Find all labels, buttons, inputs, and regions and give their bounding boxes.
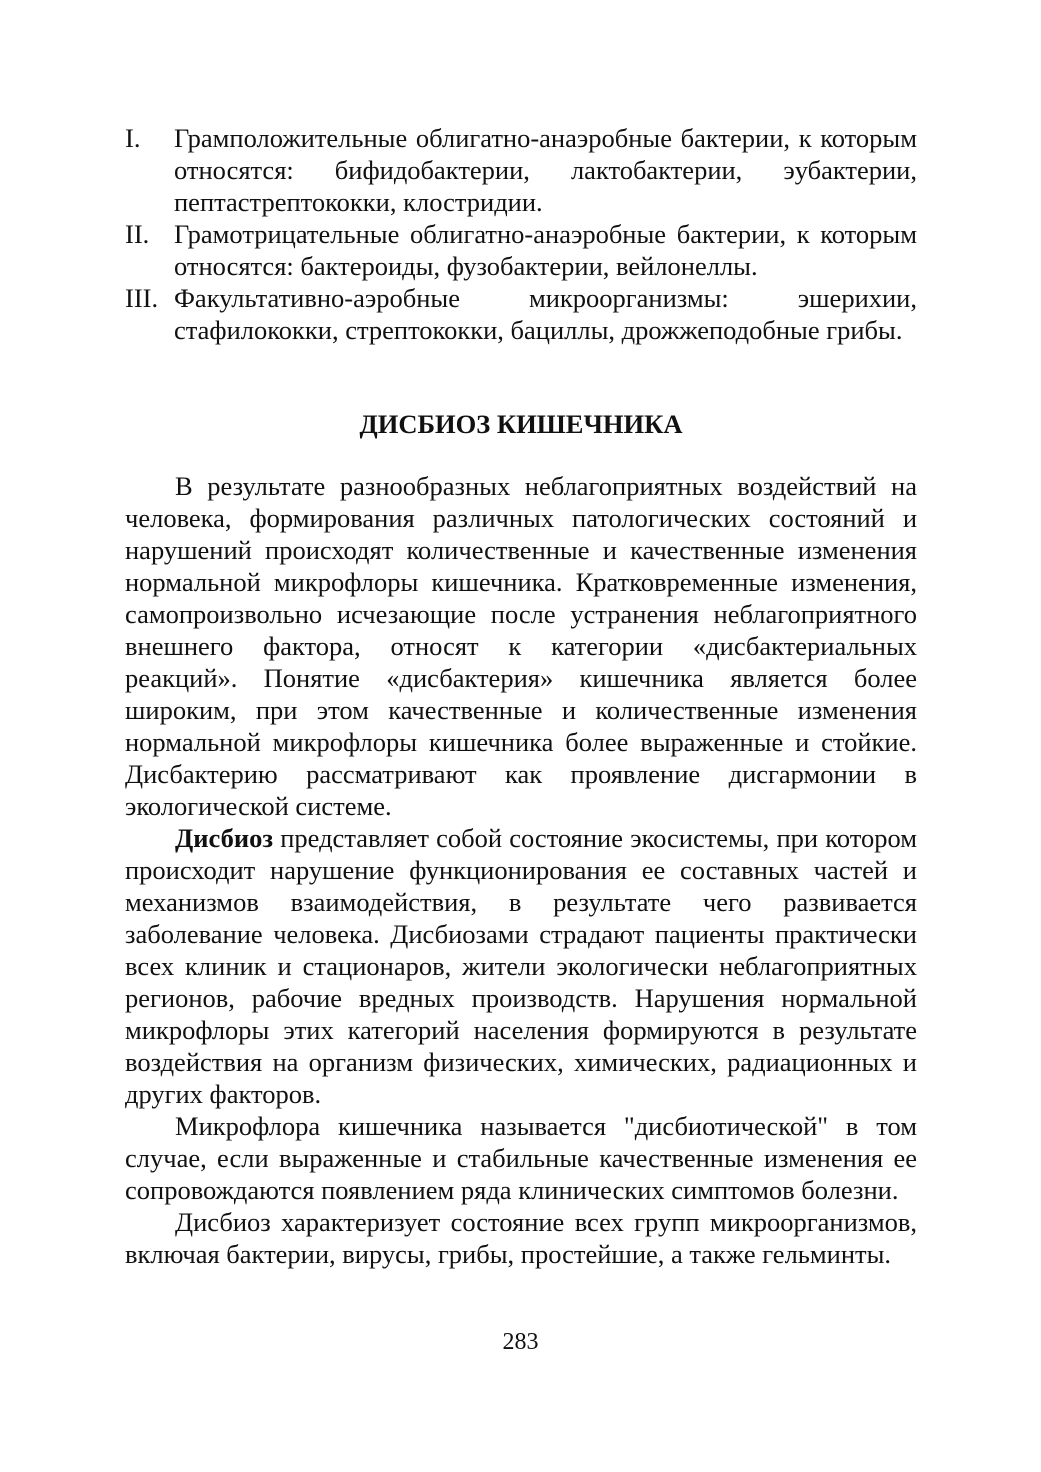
term-dysbiosis: Дисбиоз: [175, 823, 274, 853]
paragraph-4: Дисбиоз характеризует состояние всех групп микроорганизмов, включая бактерии, вирусы, грибы, простейшие, а также гельминты.: [125, 1207, 917, 1269]
list-item-number: I.: [125, 123, 141, 153]
list-item: [125, 218, 917, 282]
list-item-text: Грамотрицательные облигатно-анаэробные бактерии, к которым относятся: бактероиды, фузобактерии, вейлонеллы.: [174, 219, 917, 281]
list-item: [125, 122, 917, 218]
list-item-text: Факультативно-аэробные микроорганизмы: эшерихии, стафилококки, стрептококки, бациллы, дрожжеподобные грибы.: [174, 283, 917, 345]
classification-list: [125, 122, 917, 346]
paragraph-2: [125, 822, 917, 1110]
paragraph-1: В результате разнообразных неблагоприятных воздействий на человека, формирования различных патологических состояний и нарушений происходят количественные и качественные изменения нормальной микрофлоры кишечника. Кратковременные изменения, самопроизвольно исчезающие после устранения неблагоприятного внешнего фактора, относят к категории «дисбактериальных реакций». Понятие «дисбактерия» кишечника является более широким, при этом качественные и количественные изменения нормальной микрофлоры кишечника более выраженные и стойкие. Дисбактерию рассматривают как проявление дисгармонии в экологической системе.: [125, 471, 917, 821]
page-content: [125, 122, 917, 1270]
list-item-text: Грамположительные облигатно-анаэробные бактерии, к которым относятся: бифидобактерии, лактобактерии, эубактерии, пептастрептококки, клостридии.: [174, 123, 917, 217]
list-item-number: III.: [125, 283, 159, 313]
section-heading: ДИСБИОЗ КИШЕЧНИКА: [359, 409, 683, 439]
page-number: 283: [502, 1329, 539, 1355]
list-item-number: II.: [125, 219, 150, 249]
list-item: [125, 282, 917, 346]
paragraph-3: Микрофлора кишечника называется "дисбиотической" в том случае, если выраженные и стабильные качественные изменения ее сопровождаются появлением ряда клинических симптомов болезни.: [125, 1111, 917, 1205]
paragraph-2-text: представляет собой состояние экосистемы, при котором происходит нарушение функционирования ее составных частей и механизмов взаимодействия, в результате чего развивается заболевание человека. Дисбиозами страдают пациенты практически всех клиник и стационаров, жители экологически неблагоприятных регионов, рабочие вредных производств. Нарушения нормальной микрофлоры этих категорий населения формируются в результате воздействия на организм физических, химических, радиационных и других факторов.: [125, 823, 917, 1109]
